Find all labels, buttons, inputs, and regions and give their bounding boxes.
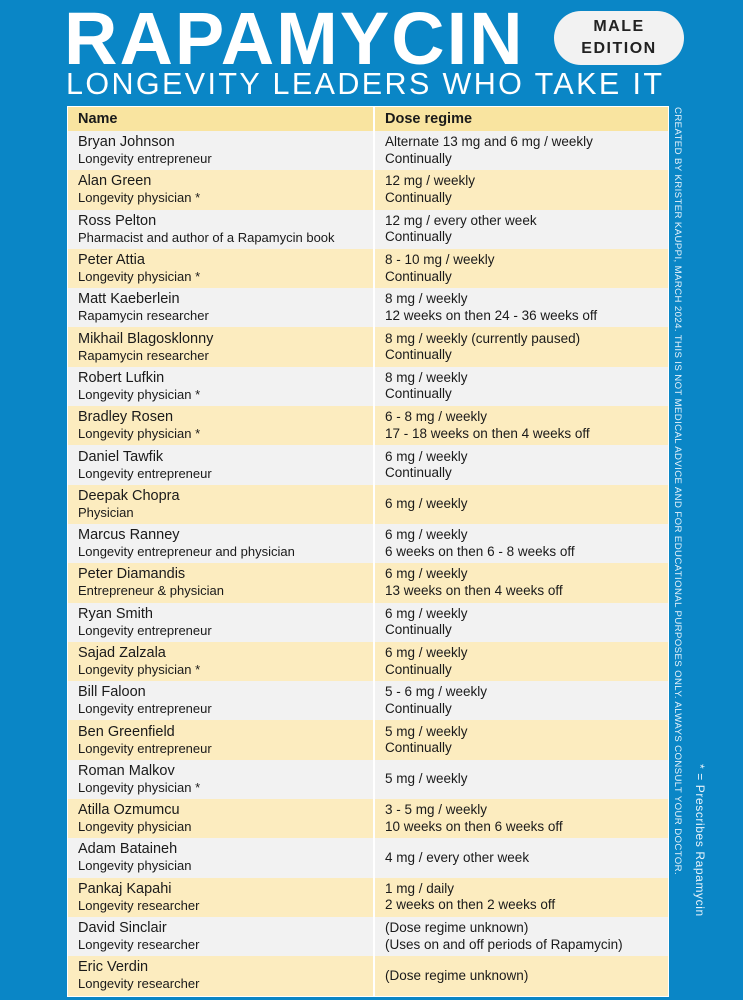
dose-amount: 8 - 10 mg / weekly [385, 252, 495, 268]
dose-amount: 5 - 6 mg / weekly [385, 684, 488, 700]
person-name: Deepak Chopra [78, 487, 180, 504]
dose-schedule: Continually [385, 268, 452, 284]
dose-cell [375, 720, 668, 759]
name-cell [68, 131, 375, 170]
dose-cell [375, 838, 668, 877]
dose-cell [375, 878, 668, 917]
person-role: Longevity physician * [78, 190, 201, 206]
person-name: Peter Diamandis [78, 566, 186, 583]
dose-amount: 1 mg / daily [385, 880, 455, 896]
table-row [68, 563, 668, 602]
person-role: Longevity researcher [78, 897, 200, 913]
dose-cell [375, 603, 668, 642]
name-cell [68, 249, 375, 288]
dose-cell [375, 131, 668, 170]
dose-amount: (Dose regime unknown) [385, 967, 529, 983]
dose-amount: Alternate 13 mg and 6 mg / weekly [385, 134, 593, 150]
dose-schedule: 10 weeks on then 6 weeks off [385, 818, 563, 834]
table-row [68, 681, 668, 720]
dose-cell [375, 642, 668, 681]
person-name: Atilla Ozmumcu [78, 802, 180, 819]
name-cell [68, 720, 375, 759]
name-cell [68, 642, 375, 681]
name-cell [68, 917, 375, 956]
person-name: Roman Malkov [78, 762, 175, 779]
person-role: Longevity entrepreneur [78, 701, 212, 717]
dose-cell [375, 288, 668, 327]
credit-disclaimer: CREATED BY KRISTER KAUPPI, MARCH 2024. THIS IS NOT MEDICAL ADVICE AND FOR EDUCATIONAL PURPOSES ONLY. ALWAYS CONSULT YOUR DOCTOR. [672, 107, 683, 876]
table-row [68, 917, 668, 956]
table-row [68, 524, 668, 563]
dose-amount: 4 mg / every other week [385, 849, 530, 865]
person-name: Ross Pelton [78, 212, 157, 229]
person-role: Pharmacist and author of a Rapamycin book [78, 229, 335, 245]
badge-line1: MALE [593, 18, 645, 35]
person-role: Rapamycin researcher [78, 347, 209, 363]
dose-amount: 3 - 5 mg / weekly [385, 802, 488, 818]
person-role: Longevity entrepreneur [78, 622, 212, 638]
dose-schedule: Continually [385, 150, 452, 166]
dose-cell [375, 406, 668, 445]
name-cell [68, 210, 375, 249]
table-row [68, 838, 668, 877]
name-cell [68, 799, 375, 838]
dose-schedule: 6 weeks on then 6 - 8 weeks off [385, 543, 575, 559]
dose-cell [375, 760, 668, 799]
table-row [68, 485, 668, 524]
person-name: Daniel Tawfik [78, 448, 164, 465]
person-name: Mikhail Blagosklonny [78, 330, 214, 347]
person-role: Longevity researcher [78, 976, 200, 992]
name-cell [68, 878, 375, 917]
edition-badge [554, 11, 684, 65]
person-name: Matt Kaeberlein [78, 291, 180, 308]
person-role: Longevity physician * [78, 779, 201, 795]
dose-amount: (Dose regime unknown) [385, 920, 529, 936]
dose-amount: 6 mg / weekly [385, 566, 468, 582]
table-row [68, 445, 668, 484]
person-role: Longevity physician * [78, 269, 201, 285]
dose-amount: 8 mg / weekly [385, 291, 468, 307]
dose-schedule: Continually [385, 622, 452, 638]
name-cell [68, 327, 375, 366]
dose-schedule: 17 - 18 weeks on then 4 weeks off [385, 425, 590, 441]
dose-schedule: (Uses on and off periods of Rapamycin) [385, 936, 623, 952]
dose-amount: 6 mg / weekly [385, 448, 468, 464]
name-cell [68, 170, 375, 209]
table-row [68, 367, 668, 406]
dose-schedule: 2 weeks on then 2 weeks off [385, 897, 556, 913]
column-header-name: Name [68, 107, 375, 131]
person-role: Longevity physician * [78, 386, 201, 402]
dose-amount: 5 mg / weekly [385, 723, 468, 739]
name-cell [68, 288, 375, 327]
dose-cell [375, 681, 668, 720]
dose-cell [375, 524, 668, 563]
person-role: Longevity physician * [78, 662, 201, 677]
badge-line2: EDITION [581, 40, 657, 57]
main-title: RAPAMYCIN [64, 0, 525, 80]
dose-schedule: Continually [385, 661, 452, 677]
table-row [68, 210, 668, 249]
dose-amount: 8 mg / weekly (currently paused) [385, 330, 581, 346]
dose-amount: 5 mg / weekly [385, 771, 468, 787]
dose-schedule: Continually [385, 700, 452, 716]
person-name: Marcus Ranney [78, 527, 180, 544]
dose-cell [375, 170, 668, 209]
table-row [68, 799, 668, 838]
name-cell [68, 367, 375, 406]
person-name: Eric Verdin [78, 959, 149, 976]
person-role: Longevity physician * [78, 426, 201, 442]
person-role: Longevity entrepreneur and physician [78, 544, 295, 560]
footnote-prescribes: * = Prescribes Rapamycin [693, 764, 707, 917]
table-row [68, 327, 668, 366]
person-role: Rapamycin researcher [78, 308, 209, 324]
person-name: Adam Bataineh [78, 841, 178, 858]
person-name: Bryan Johnson [78, 134, 175, 151]
dose-schedule: Continually [385, 386, 452, 402]
dose-cell [375, 445, 668, 484]
dose-amount: 6 mg / weekly [385, 527, 468, 543]
table-row [68, 642, 668, 681]
dose-amount: 6 mg / weekly [385, 605, 468, 621]
dose-amount: 6 mg / weekly [385, 645, 468, 660]
table-row [68, 131, 668, 170]
subtitle: LONGEVITY LEADERS WHO TAKE IT [66, 67, 665, 101]
table-header-row [68, 107, 668, 131]
person-name: Bill Faloon [78, 684, 146, 701]
table-row [68, 406, 668, 445]
dose-cell [375, 799, 668, 838]
dose-schedule: Continually [385, 229, 452, 245]
person-name: Alan Green [78, 173, 152, 190]
person-role: Physician [78, 504, 134, 520]
person-role: Longevity entrepreneur [78, 465, 212, 481]
dose-cell [375, 563, 668, 602]
table-row [68, 249, 668, 288]
dose-amount: 12 mg / weekly [385, 173, 476, 189]
person-role: Longevity researcher [78, 937, 200, 953]
dose-cell [375, 367, 668, 406]
person-name: Ryan Smith [78, 605, 153, 622]
name-cell [68, 603, 375, 642]
table-row [68, 288, 668, 327]
table-row [68, 603, 668, 642]
person-role: Longevity entrepreneur [78, 740, 212, 756]
name-cell [68, 563, 375, 602]
person-name: Bradley Rosen [78, 409, 174, 426]
name-cell [68, 524, 375, 563]
dose-amount: 6 mg / weekly [385, 496, 468, 512]
name-cell [68, 445, 375, 484]
dose-schedule: 13 weeks on then 4 weeks off [385, 582, 563, 598]
dose-cell [375, 327, 668, 366]
dose-cell [375, 210, 668, 249]
name-cell [68, 406, 375, 445]
name-cell [68, 838, 375, 877]
dose-amount: 8 mg / weekly [385, 369, 468, 385]
name-cell [68, 485, 375, 524]
person-role: Longevity entrepreneur [78, 151, 212, 167]
dose-amount: 6 - 8 mg / weekly [385, 409, 488, 425]
person-name: Pankaj Kapahi [78, 880, 172, 897]
name-cell [68, 956, 375, 995]
dose-amount: 12 mg / every other week [385, 212, 537, 228]
dose-schedule: Continually [385, 347, 452, 363]
dose-schedule: Continually [385, 740, 452, 756]
table-row [68, 878, 668, 917]
dose-schedule: Continually [385, 465, 452, 481]
column-header-dose: Dose regime [385, 111, 473, 127]
dose-schedule: Continually [385, 189, 452, 205]
table-row [68, 956, 668, 995]
table-row [68, 720, 668, 759]
dose-cell [375, 485, 668, 524]
person-name: Sajad Zalzala [78, 645, 166, 661]
table-row [68, 760, 668, 799]
person-role: Entrepreneur & physician [78, 583, 224, 599]
name-cell [68, 681, 375, 720]
person-name: Ben Greenfield [78, 723, 175, 740]
person-name: Peter Attia [78, 252, 145, 269]
person-name: David Sinclair [78, 920, 167, 937]
person-name: Robert Lufkin [78, 369, 165, 386]
leaders-table [67, 106, 669, 997]
person-role: Longevity physician [78, 819, 192, 835]
dose-cell [375, 917, 668, 956]
table-row [68, 170, 668, 209]
name-cell [68, 760, 375, 799]
dose-schedule: 12 weeks on then 24 - 36 weeks off [385, 307, 598, 323]
dose-cell [375, 249, 668, 288]
dose-cell [375, 956, 668, 995]
person-role: Longevity physician [78, 858, 192, 874]
